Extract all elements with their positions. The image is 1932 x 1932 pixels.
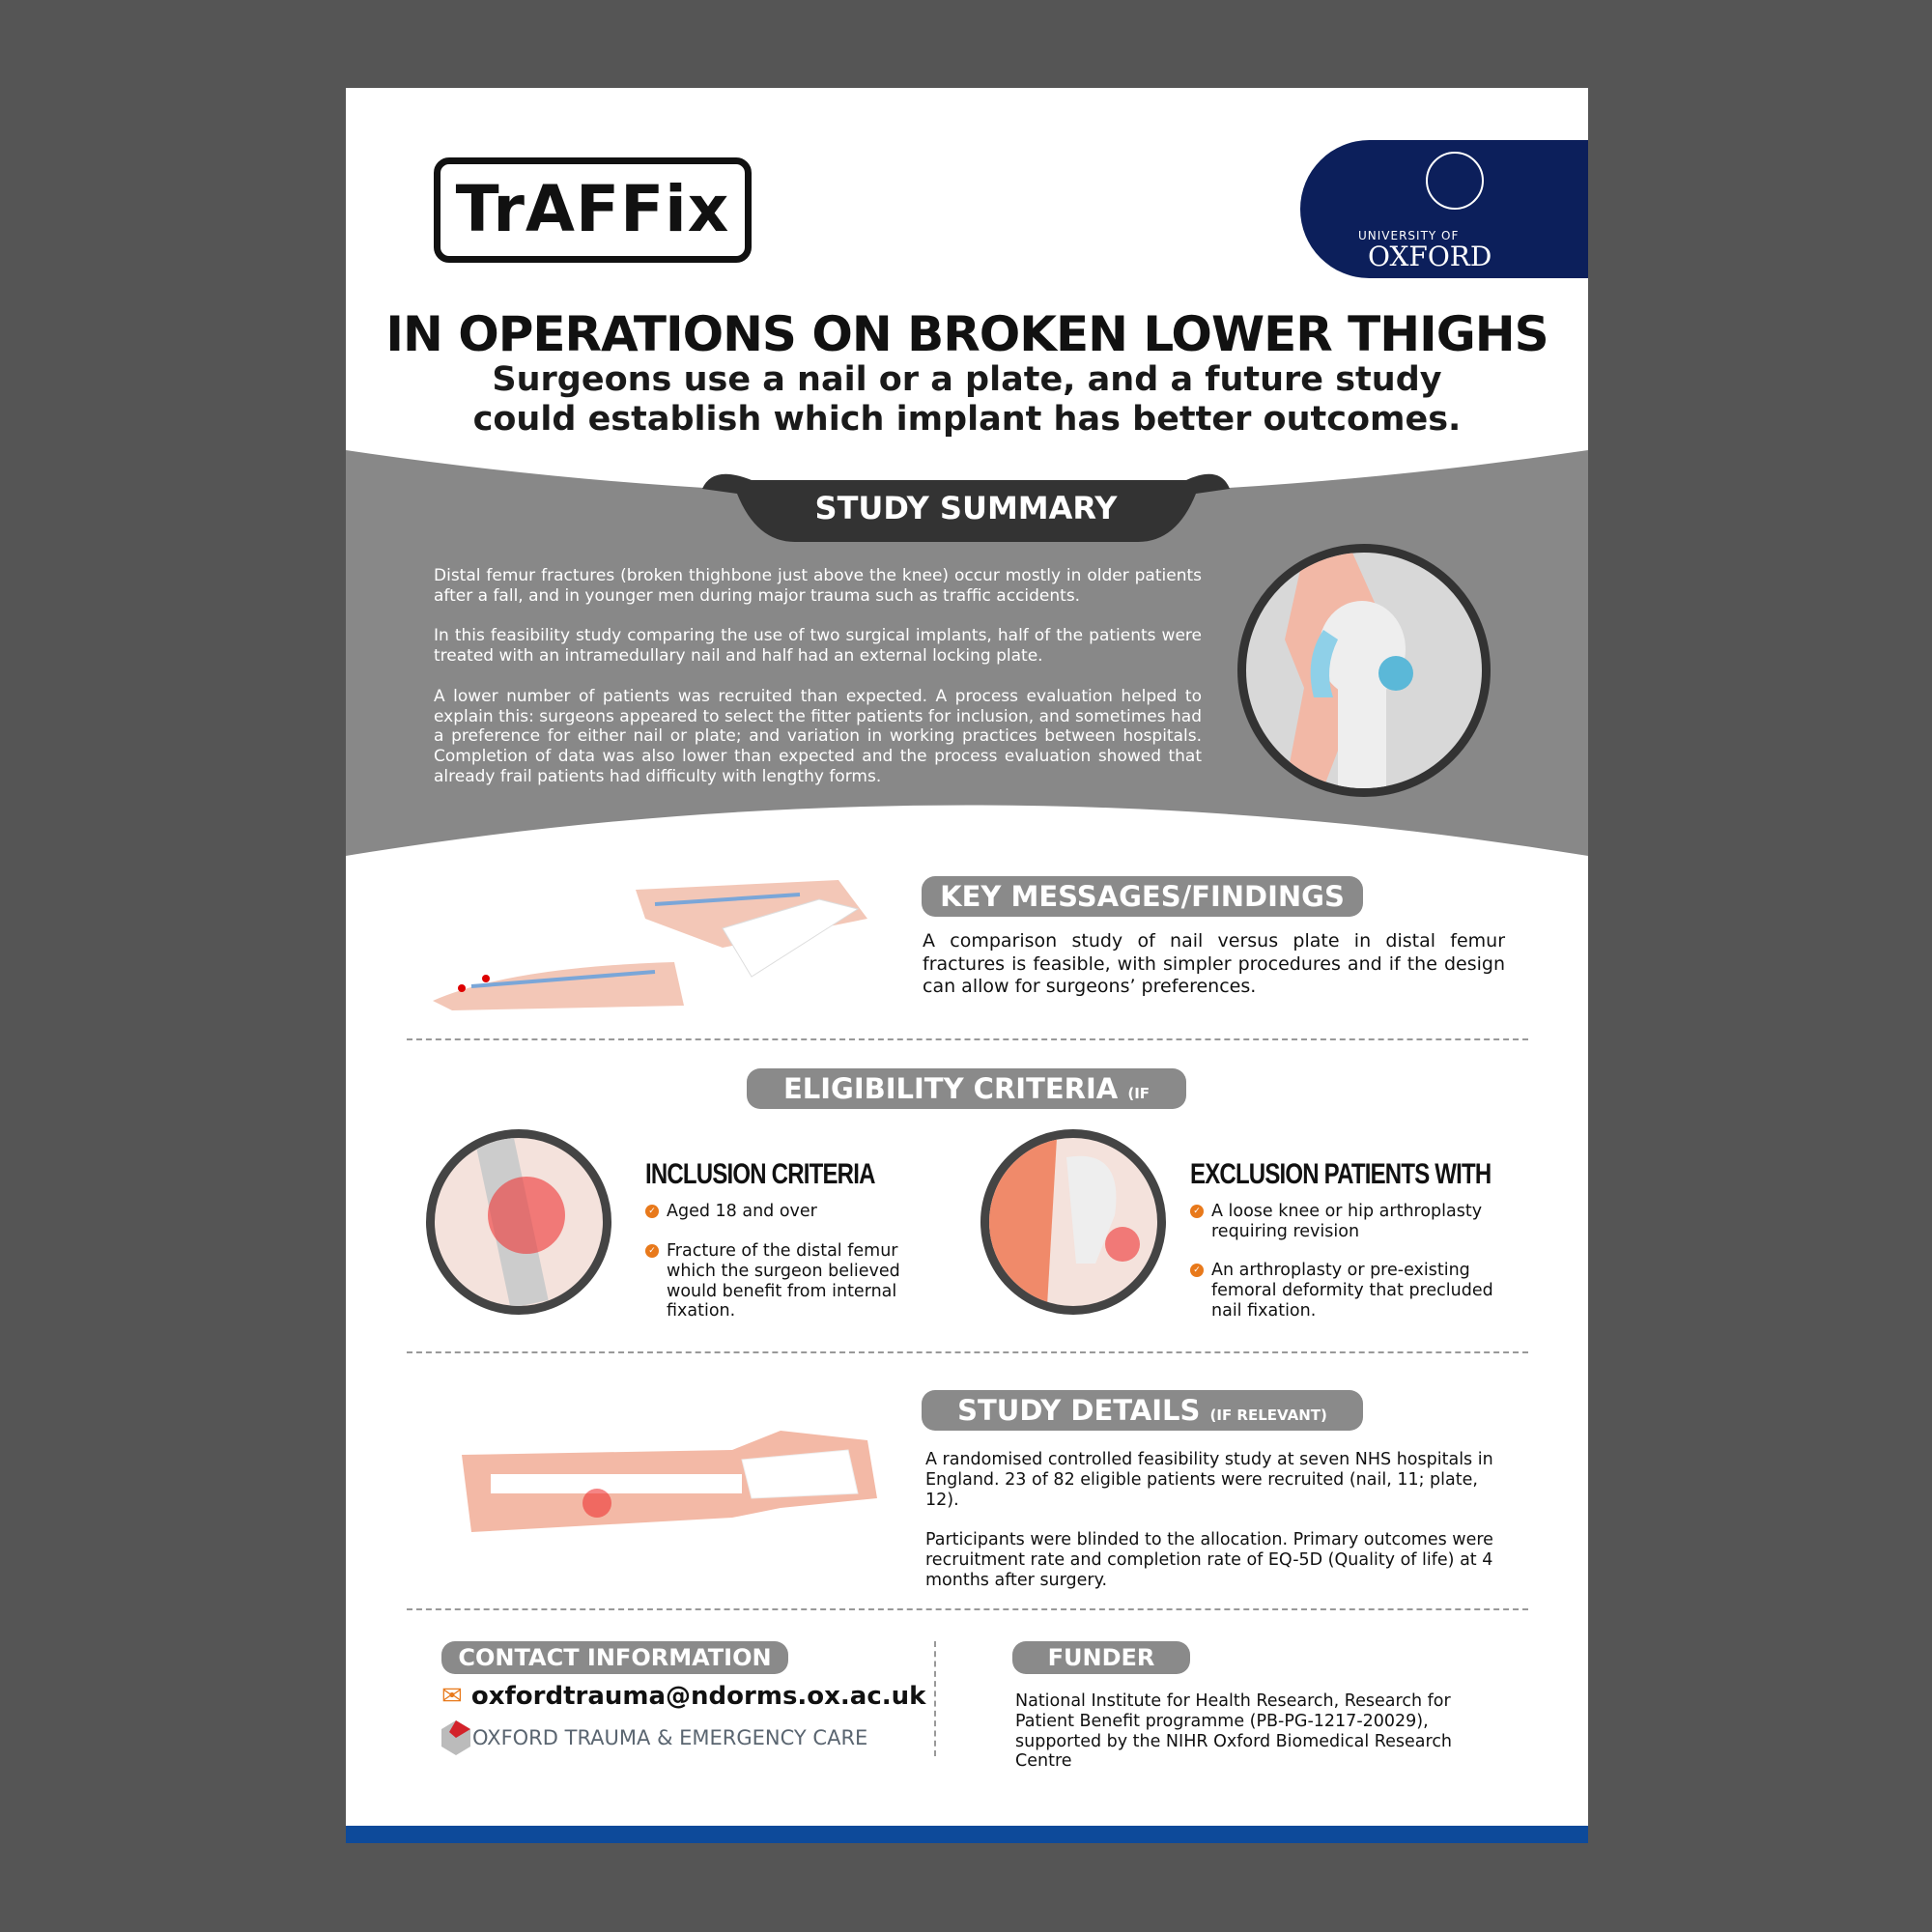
poster [346,88,1588,1843]
vertical-divider [934,1641,936,1756]
eligibility-heading [747,1068,1186,1148]
leg-nail-illustration [433,870,877,1015]
page-title: IN OPERATIONS ON BROKEN LOWER THIGHS [385,306,1548,362]
divider [407,1038,1528,1040]
details-paragraph: Participants were blinded to the allocation. Primary outcomes were recruitment rate and completion rate of EQ-5D (Quality of life) at 4 months after surgery. [925,1530,1493,1590]
inclusion-item [645,1202,945,1222]
traffix-logo: TrAFFix [434,157,752,263]
check-icon: ✓ [645,1205,659,1218]
contact-email-link[interactable]: oxfordtrauma@ndorms.ox.ac.uk [470,1682,926,1711]
exclusion-item-text: An arthroplasty or pre-existing femoral deformity that precluded nail fixation. [1211,1261,1493,1321]
study-details-text [925,1450,1505,1591]
inclusion-title: INCLUSION CRITERIA [645,1158,875,1190]
subtitle [346,360,1588,440]
oxford-line2: OXFORD [1368,241,1492,272]
summary-paragraph: In this feasibility study comparing the use of two surgical implants, half of the patients were treated with an intramedullary nail and half had an external locking plate. [434,626,1202,667]
oxford-logo [1300,140,1588,278]
check-icon: ✓ [1190,1264,1204,1277]
summary-paragraph: Distal femur fractures (broken thighbone just above the knee) occur mostly in older patients after a fall, and in younger men during major trauma such as traffic accidents. [434,566,1202,606]
inclusion-item-text: Fracture of the distal femur which the surgeon believed would benefit from internal fixation. [667,1241,900,1321]
study-details-note: (IF RELEVANT) [1209,1406,1327,1424]
hip-illustration [980,1129,1166,1315]
oxford-trauma-logo [441,1720,867,1755]
funder-text: National Institute for Health Research, Research for Patient Benefit programme (PB-PG-1217-20029), supported by the NIHR Oxford Biomedical Research Centre [1015,1691,1453,1772]
subtitle-line: Surgeons use a nail or a plate, and a future study [492,360,1442,399]
study-details-heading [922,1390,1363,1431]
key-messages-text: A comparison study of nail versus plate in distal femur fractures is feasible, with simpler procedures and if the design can allow for surgeons’ preferences. [923,930,1505,997]
arm-fracture-illustration [462,1411,877,1556]
eligibility-heading-text: ELIGIBILITY CRITERIA [782,1072,1119,1105]
bottom-bar [346,1826,1588,1843]
inclusion-item-text: Aged 18 and over [667,1202,817,1221]
funder-heading: FUNDER [1012,1641,1190,1674]
eligibility-note: (IF RELEVANT) [921,1085,1151,1148]
femur-fracture-illustration [426,1129,611,1315]
summary-paragraph: A lower number of patients was recruited than expected. A process evaluation helped to explain this: surgeons appeared to select the fitter patients for inclusion, and sometimes had a preference for either nail or plate; and variation in working practices between hospitals. Completion of data was also lower than expected and the process evaluation showed that already frail patients had difficulty with lengthy forms. [434,686,1202,786]
exclusion-title: EXCLUSION PATIENTS WITH [1190,1158,1492,1190]
summary-text [434,566,1202,808]
divider [407,1351,1528,1353]
exclusion-item-text: A loose knee or hip arthroplasty requiring revision [1211,1202,1483,1241]
oxford-line1: UNIVERSITY OF [1358,229,1460,242]
org-name: OXFORD TRAUMA & EMERGENCY CARE [472,1726,868,1749]
inclusion-item [645,1241,945,1321]
hexagon-logo-icon [441,1720,470,1755]
check-icon: ✓ [645,1244,659,1258]
study-details-heading-text: STUDY DETAILS [957,1394,1201,1427]
subtitle-line: could establish which implant has better outcomes. [472,400,1462,439]
exclusion-item [1190,1261,1499,1321]
exclusion-item [1190,1202,1499,1242]
knee-illustration [1237,544,1491,797]
details-paragraph: A randomised controlled feasibility study at seven NHS hospitals in England. 23 of 82 eligible patients were recruited (nail, 11; plate, 12). [925,1450,1493,1510]
divider [407,1608,1528,1610]
key-messages-heading: KEY MESSAGES/FINDINGS [922,876,1363,917]
study-summary-heading: STUDY SUMMARY [814,490,1118,526]
email-icon: ✉ [441,1682,463,1711]
contact-heading: CONTACT INFORMATION [441,1641,788,1674]
contact-email-row [441,1682,925,1711]
check-icon: ✓ [1190,1205,1204,1218]
oxford-seal-icon [1426,152,1484,210]
